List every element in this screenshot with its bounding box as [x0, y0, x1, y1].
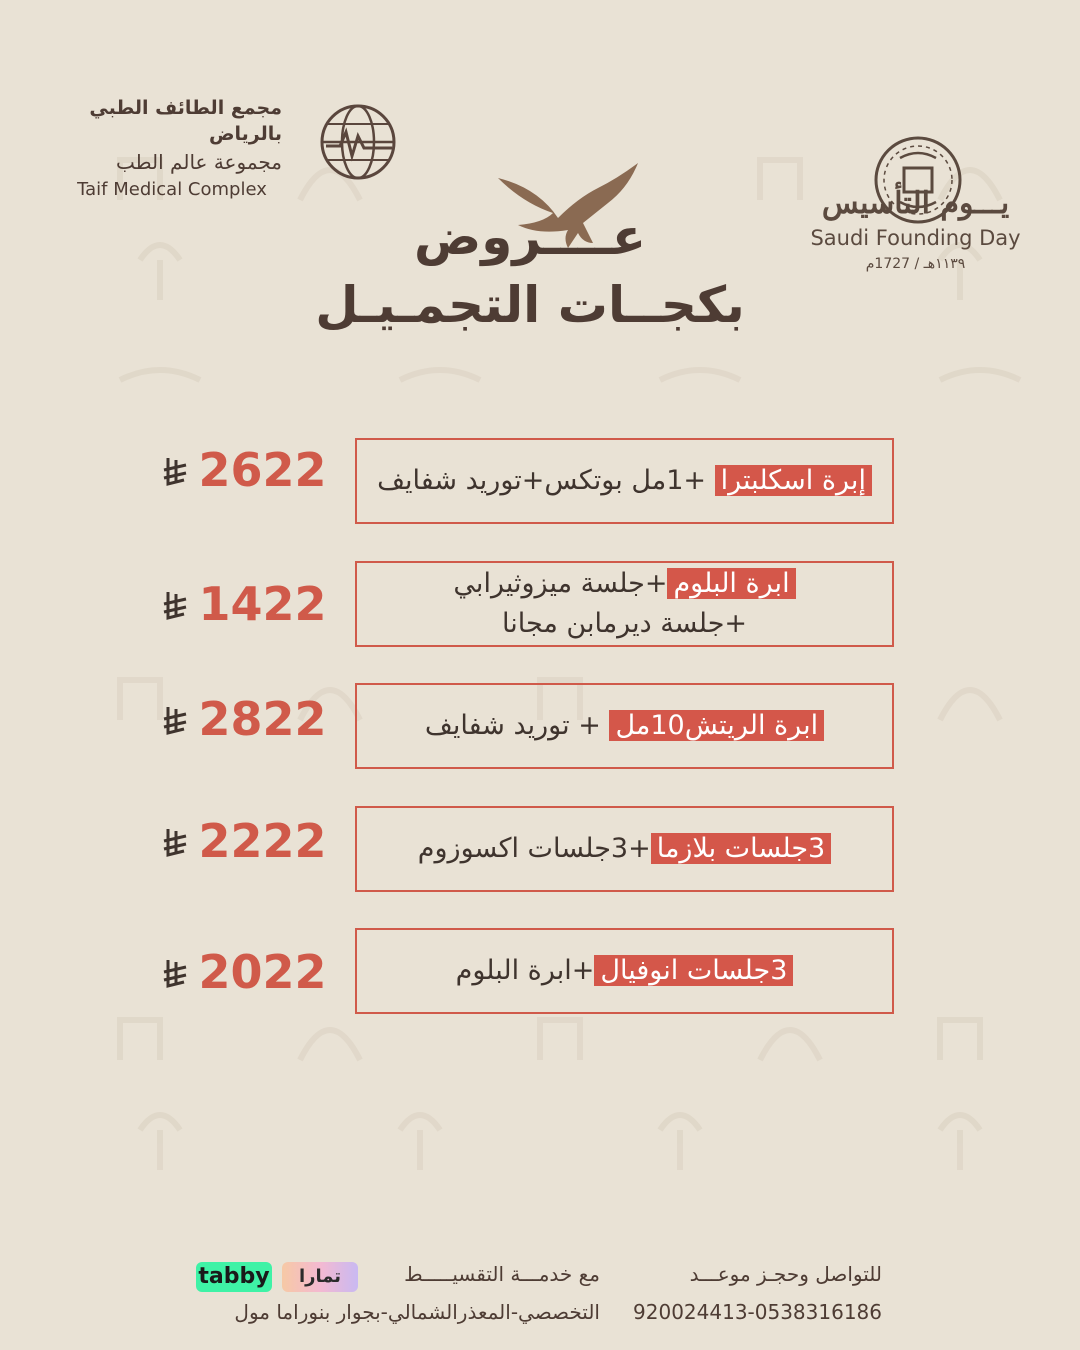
tabby-badge: tabby — [196, 1262, 272, 1292]
offer-rest: +3جلسات اكسوزوم — [417, 833, 651, 864]
offer-highlight: ابرة الريتش10مل — [609, 710, 824, 741]
offer-price: 1422 — [198, 577, 327, 631]
offer-highlight: 3جلسات بلازما — [651, 833, 831, 864]
offer-card[interactable] — [355, 438, 894, 524]
offer-price: 2222 — [198, 814, 327, 868]
clinic-group: مجموعة عالم الطب — [115, 150, 282, 174]
clinic-english-name: Taif Medical Complex — [77, 179, 267, 200]
offer-line-2: +جلسة ديرمابن مجانا — [501, 608, 748, 639]
offer-text — [418, 829, 831, 869]
offer-highlight: 3جلسات انوفيال — [594, 955, 793, 986]
clinic-name: مجمع الطائف الطبي بالرياض — [89, 97, 282, 145]
offer-price: 2022 — [198, 945, 327, 999]
offer-rest: +جلسة ميزوثيرابي — [453, 568, 668, 599]
offer-card[interactable] — [355, 928, 894, 1014]
riyal-icon — [160, 958, 190, 992]
title-offers: عــــروض — [414, 208, 646, 266]
offer-card[interactable] — [355, 683, 894, 769]
riyal-icon — [160, 456, 190, 490]
clinic-globe-logo-icon — [296, 86, 408, 198]
offer-highlight: إبرة اسكلبترا — [715, 465, 872, 496]
phone-numbers[interactable]: 920024413-0538316186 — [633, 1300, 882, 1324]
riyal-icon — [160, 827, 190, 861]
contact-label: للتواصل وحجـز موعـــد — [689, 1262, 882, 1286]
offer-highlight: ابرة البلوم — [667, 568, 795, 599]
founding-day-arabic: يـــوم التأسيس — [821, 186, 1010, 221]
offer-text — [453, 564, 795, 644]
offer-text — [456, 951, 794, 991]
founding-day-date: ١١٣٩هـ / 1727م — [865, 256, 966, 272]
offer-rest: +ابرة البلوم — [455, 955, 595, 986]
clinic-logo-text — [20, 95, 282, 203]
offer-card[interactable] — [355, 561, 894, 647]
tamara-badge: تمارا — [282, 1262, 358, 1292]
offer-price: 2822 — [198, 692, 327, 746]
riyal-icon — [160, 705, 190, 739]
installment-label: مع خدمـــة التقسيـــــط — [404, 1262, 600, 1286]
title-packages: بكجــات التجمـيـل — [315, 276, 745, 334]
riyal-icon — [160, 590, 190, 624]
address: التخصصي-المعذرالشمالي-بجوار بنوراما مول — [234, 1300, 600, 1324]
offer-rest: + توريد شفايف — [424, 710, 601, 741]
offer-price: 2622 — [198, 443, 327, 497]
offer-rest: +1مل بوتكس+توريد شفايف — [377, 465, 707, 496]
offer-text — [425, 706, 824, 746]
founding-day-english: Saudi Founding Day — [810, 226, 1021, 250]
offer-text — [377, 461, 872, 501]
offer-card[interactable] — [355, 806, 894, 892]
